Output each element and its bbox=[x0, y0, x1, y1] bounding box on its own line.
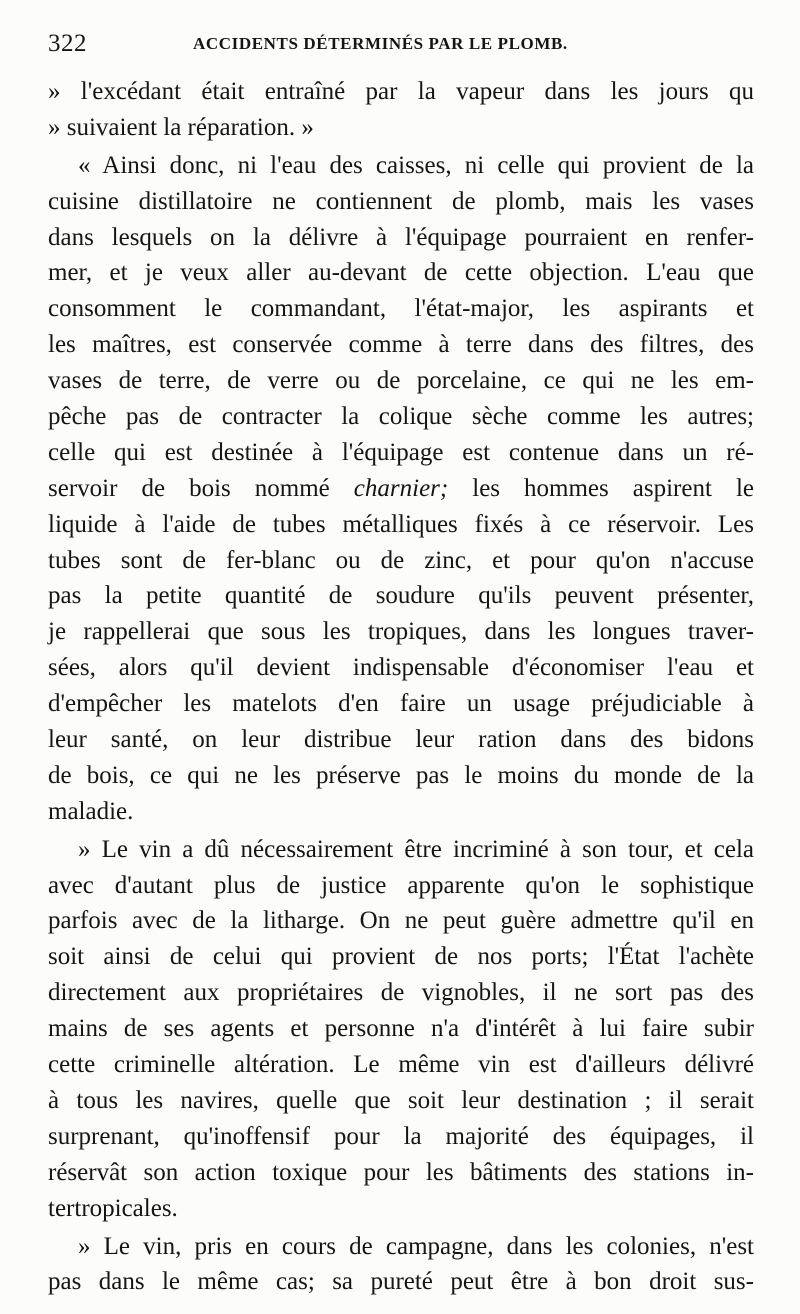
text-line: directement aux propriétaires de vignobles, il ne sort pas des bbox=[48, 979, 754, 1007]
text-line: celle qui est destinée à l'équipage est contenue dans un ré- bbox=[48, 438, 754, 466]
text-line: liquide à l'aide de tubes métalliques fixés à ce réservoir. Les bbox=[48, 510, 754, 538]
running-head: ACCIDENTS DÉTERMINÉS PAR LE PLOMB. bbox=[193, 34, 568, 53]
text-line: pêche pas de contracter la colique sèche comme les autres; bbox=[48, 403, 754, 431]
page-header bbox=[48, 30, 760, 64]
text-line: à tous les navires, quelle que soit leur destination ; il serait bbox=[48, 1086, 754, 1114]
text-line: consomment le commandant, l'état-major, les aspirants et bbox=[48, 295, 754, 323]
text-line: réservât son action toxique pour les bâtiments des stations in- bbox=[48, 1158, 754, 1186]
text-line: pas la petite quantité de soudure qu'ils peuvent présenter, bbox=[48, 582, 754, 610]
text-line: mer, et je veux aller au-devant de cette objection. L'eau que bbox=[48, 259, 754, 287]
text-line: » l'excédant était entraîné par la vapeur dans les jours qu bbox=[48, 78, 754, 105]
text-line: » Le vin, pris en cours de campagne, dans les colonies, n'est bbox=[78, 1232, 754, 1260]
text-line: « Ainsi donc, ni l'eau des caisses, ni celle qui provient de la bbox=[78, 151, 754, 179]
text-line: sées, alors qu'il devient indispensable d'économiser l'eau et bbox=[48, 654, 754, 682]
text-line: surprenant, qu'inoffensif pour la majorité des équipages, il bbox=[48, 1122, 754, 1150]
text-line: pas dans le même cas; sa pureté peut être à bon droit sus- bbox=[48, 1268, 754, 1296]
text-line: cuisine distillatoire ne contiennent de plomb, mais les vases bbox=[48, 187, 754, 215]
text-line: soit ainsi de celui qui provient de nos ports; l'État l'achète bbox=[48, 943, 754, 971]
text-line: leur santé, on leur distribue leur ration dans des bidons bbox=[48, 726, 754, 754]
text-line: » suivaient la réparation. » bbox=[48, 113, 314, 141]
text-line bbox=[48, 471, 754, 507]
text-line: tertropicales. bbox=[48, 1194, 178, 1222]
text-line: » Le vin a dû nécessairement être incriminé à son tour, et cela bbox=[78, 835, 754, 863]
text-line: maladie. bbox=[48, 797, 134, 825]
text-line: mains de ses agents et personne n'a d'intérêt à lui faire subir bbox=[48, 1015, 754, 1043]
text-line: les maîtres, est conservée comme à terre dans des filtres, des bbox=[48, 331, 754, 359]
text-line: vases de terre, de verre ou de porcelaine, ce qui ne les em- bbox=[48, 367, 754, 395]
text-segment: servoir de bois nommé bbox=[48, 474, 354, 502]
text-line: de bois, ce qui ne les préserve pas le moins du monde de la bbox=[48, 761, 754, 789]
page-number: 322 bbox=[48, 30, 87, 57]
text-line: d'empêcher les matelots d'en faire un usage préjudiciable à bbox=[48, 690, 754, 718]
text-line: dans lesquels on la délivre à l'équipage pourraient en renfer- bbox=[48, 223, 754, 251]
text-segment: les hommes aspirent le bbox=[448, 474, 754, 502]
text-line: parfois avec de la litharge. On ne peut guère admettre qu'il en bbox=[48, 907, 754, 935]
italic-term: charnier; bbox=[353, 474, 449, 502]
text-line: avec d'autant plus de justice apparente qu'on le sophistique bbox=[48, 871, 754, 899]
text-line: je rappellerai que sous les tropiques, dans les longues traver- bbox=[48, 618, 754, 646]
text-line: tubes sont de fer-blanc ou de zinc, et pour qu'on n'accuse bbox=[48, 546, 754, 574]
body-text bbox=[48, 74, 754, 1300]
text-line: cette criminelle altération. Le même vin est d'ailleurs délivré bbox=[48, 1051, 754, 1079]
